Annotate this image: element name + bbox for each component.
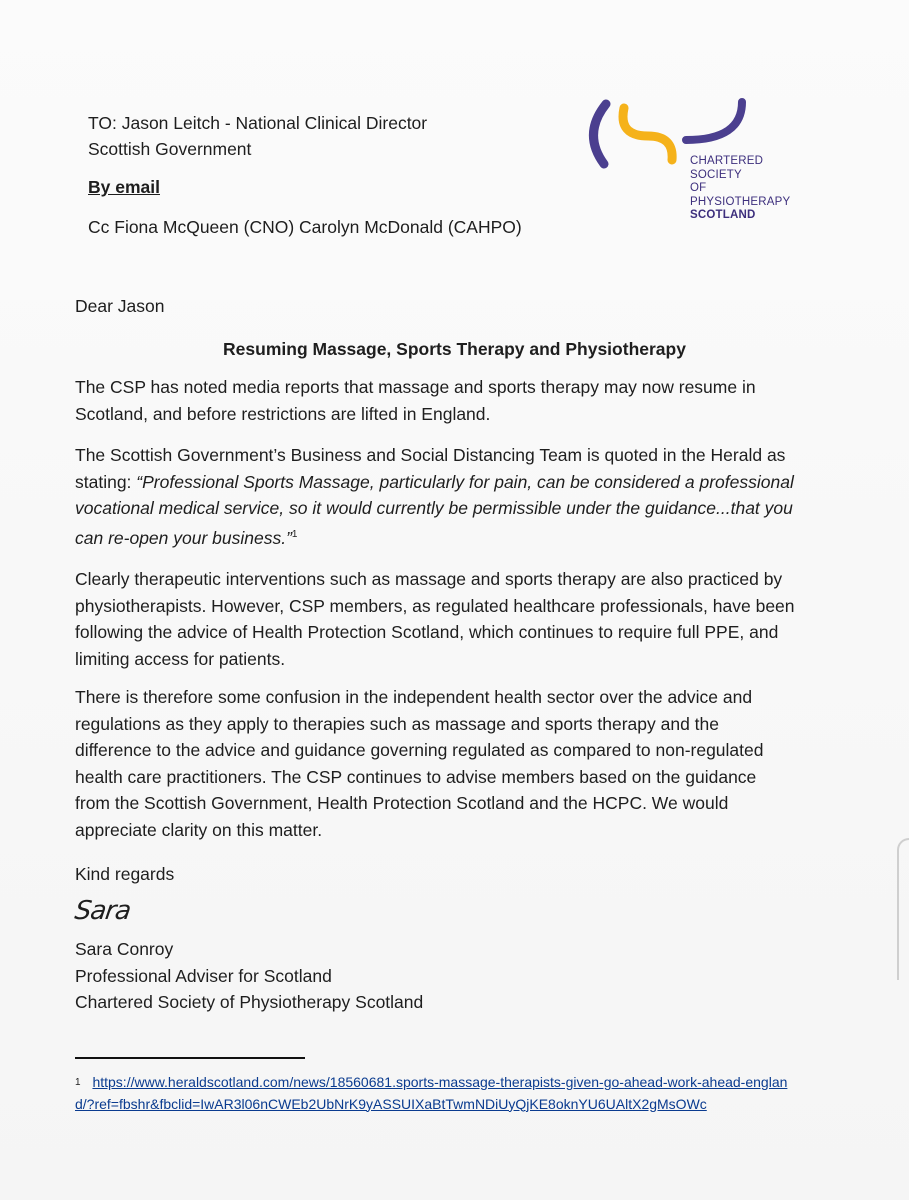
- logo-line: CHARTERED: [690, 155, 764, 167]
- greeting: Dear Jason: [75, 296, 165, 316]
- sender-name: Sara Conroy: [75, 939, 174, 959]
- paragraph-2-intro: The Scottish Government’s Business and Social Distancing Team is quoted in the Herald as stating:: [75, 445, 786, 492]
- paragraph-2: [75, 442, 795, 551]
- recipient-block: [88, 110, 427, 162]
- footnote-link[interactable]: https://www.heraldscotland.com/news/18560681.sports-massage-therapists-given-go-ahead-work-ahead-england/?ref=fbshr&fbclid=IwAR3l06nCWEb2UbNrK9yASSUIXaBtTwmNDiUyQjKE8oknYU6UAltX2gMsOWc: [75, 1074, 788, 1112]
- handwritten-signature: Sara: [72, 896, 133, 926]
- logo-line-scotland: SCOTLAND: [690, 209, 756, 221]
- logo-line: OF: [690, 182, 707, 194]
- logo-purple-bracket: [593, 104, 606, 164]
- by-email-label: By email: [88, 177, 160, 197]
- sender-title: Professional Adviser for Scotland: [75, 965, 332, 986]
- page-edge-decoration: [897, 838, 909, 980]
- logo-line: PHYSIOTHERAPY: [690, 195, 791, 208]
- letter-title: Resuming Massage, Sports Therapy and Physiotherapy: [223, 339, 686, 359]
- footnote: [75, 1072, 805, 1115]
- to-line: TO: Jason Leitch - National Clinical Director: [88, 113, 428, 133]
- logo-gold-swoosh: [623, 108, 672, 160]
- paragraph-3: Clearly therapeutic interventions such as massage and sports therapy are also practiced by physiotherapists. However, CSP members, as regulated healthcare professionals, have been following the advice of Health Protection Scotland, which continues to require full PPE, and limiting access for patients.: [75, 569, 795, 669]
- herald-quote: “Professional Sports Massage, particularly for pain, can be considered a professional vocational medical service, so it would currently be permissible under the guidance...that you can re-open your business.”: [75, 471, 794, 548]
- footnote-number: 1: [75, 1077, 81, 1088]
- paragraph-1: The CSP has noted media reports that massage and sports therapy may now resume in Scotland, and before restrictions are lifted in England.: [75, 377, 756, 424]
- signature-block: [75, 936, 423, 1016]
- cc-line: Cc Fiona McQueen (CNO) Carolyn McDonald (CAHPO): [88, 217, 522, 237]
- footnote-ref: 1: [291, 528, 298, 540]
- org-line: Scottish Government: [88, 139, 252, 159]
- sender-org: Chartered Society of Physiotherapy Scotland: [75, 992, 424, 1012]
- paragraph-4: There is therefore some confusion in the independent health sector over the advice and regulations as they apply to therapies such as massage and sports therapy and the difference to the advice and guidance governing regulated as compared to non-regulated health care practitioners. The CSP continues to advise members based on the guidance from the Scottish Government, Health Protection Scotland and the HCPC. We would appreciate clarity on this matter.: [75, 687, 764, 840]
- logo-purple-curve: [686, 102, 742, 140]
- logo-wordmark: [690, 155, 790, 223]
- footnote-divider: [75, 1057, 305, 1059]
- logo-line: SOCIETY: [690, 168, 742, 181]
- closing: Kind regards: [75, 864, 175, 884]
